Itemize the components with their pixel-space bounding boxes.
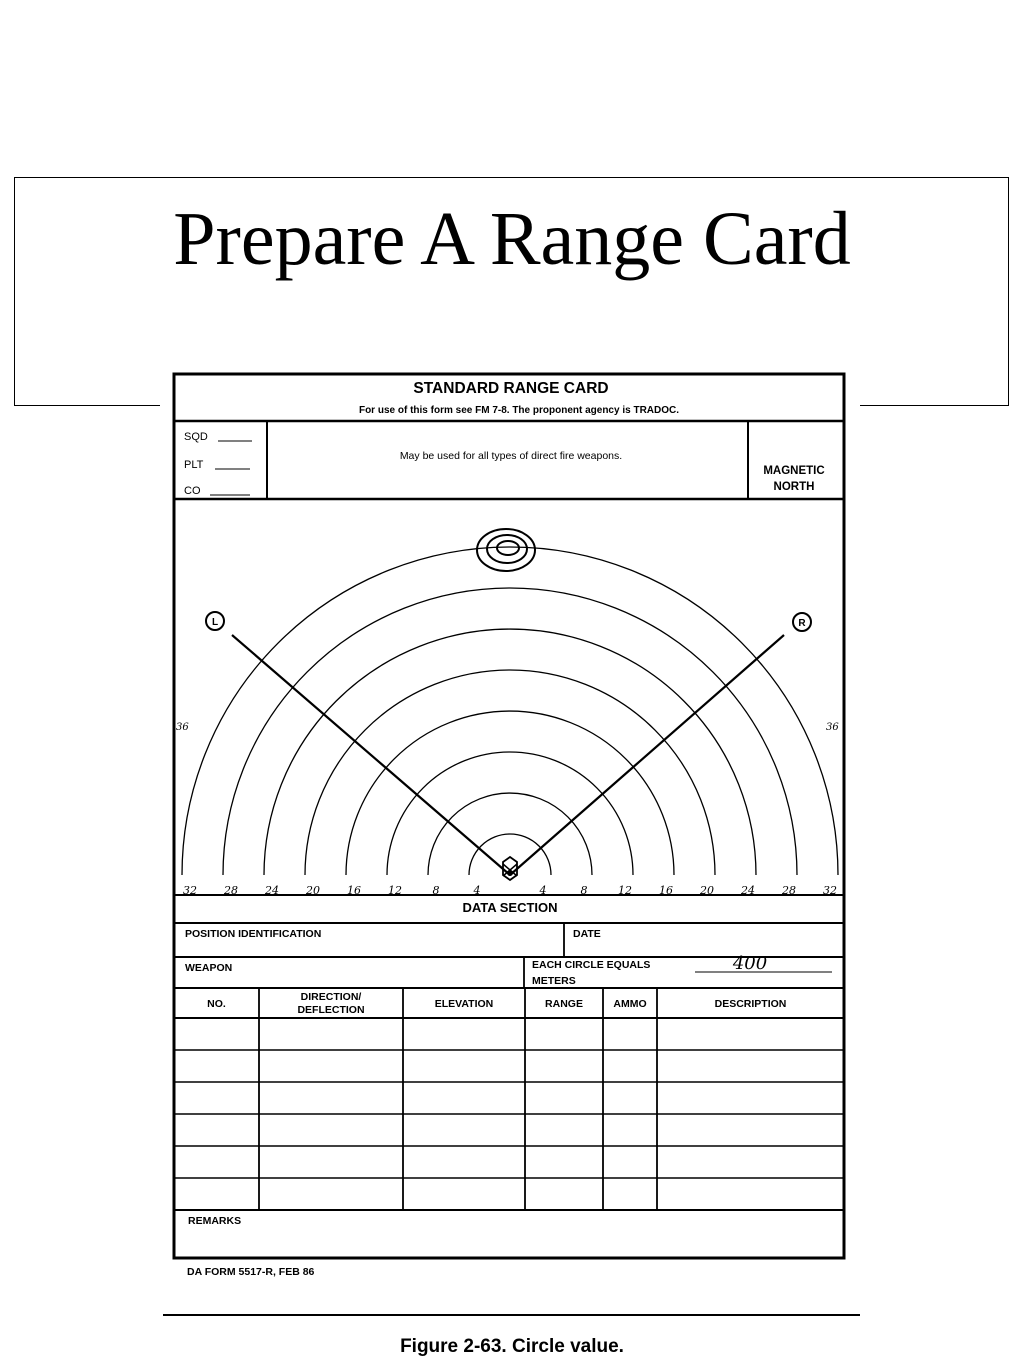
- table-header-label: DIRECTION/: [300, 991, 362, 1003]
- right-scale-label: 32: [823, 884, 837, 897]
- table-header-label: ELEVATION: [434, 998, 494, 1010]
- terrain-feature: [477, 529, 535, 571]
- each-circle-unit: METERS: [532, 975, 576, 987]
- form-number: DA FORM 5517-R, FEB 86: [187, 1266, 315, 1278]
- table-header-label: AMMO: [613, 998, 647, 1010]
- weapon-label: WEAPON: [185, 962, 233, 974]
- left-scale-label: 20: [306, 884, 320, 897]
- left-edge-mark: 36: [176, 722, 189, 733]
- usage-note: May be used for all types of direct fire weapons.: [399, 450, 623, 462]
- right-scale-label: 24: [741, 884, 755, 897]
- plt-label: PLT: [184, 459, 204, 471]
- form-border: [174, 374, 844, 1258]
- left-scale-label: 12: [388, 884, 402, 897]
- weapon-position-icon: [503, 857, 517, 880]
- page-title: Prepare A Range Card: [173, 197, 851, 281]
- magnetic-north-label-2: NORTH: [773, 481, 815, 493]
- range-card-form: [160, 365, 860, 1285]
- range-circles: [182, 547, 838, 875]
- table-header-label: DESCRIPTION: [714, 998, 787, 1010]
- magnetic-north-label-1: MAGNETIC: [763, 465, 825, 477]
- data-section-label: DATA SECTION: [462, 900, 558, 915]
- range-circle-1: [469, 834, 551, 875]
- table-header-label: DEFLECTION: [297, 1004, 365, 1016]
- figure-caption: Figure 2-63. Circle value.: [400, 1336, 624, 1357]
- data-table: [174, 988, 844, 1210]
- left-scale-label: 4: [473, 884, 481, 897]
- sqd-label: SQD: [184, 431, 208, 443]
- right-limit-marker-label: R: [798, 618, 806, 629]
- remarks-label: REMARKS: [188, 1215, 242, 1227]
- caption-rule: [163, 1314, 860, 1316]
- position-identification-label: POSITION IDENTIFICATION: [185, 928, 322, 940]
- form-subtitle: For use of this form see FM 7-8. The proponent agency is TRADOC.: [358, 405, 680, 416]
- each-circle-label: EACH CIRCLE EQUALS: [532, 959, 651, 971]
- right-scale-label: 8: [580, 884, 588, 897]
- left-scale-label: 24: [265, 884, 279, 897]
- right-scale-label: 4: [539, 884, 547, 897]
- right-scale-label: 12: [618, 884, 632, 897]
- right-scale-label: 20: [700, 884, 714, 897]
- range-circle-5: [305, 670, 715, 875]
- left-limit-marker-label: L: [211, 617, 219, 628]
- range-card-drawing: [160, 365, 860, 1285]
- table-header-label: RANGE: [545, 998, 583, 1010]
- table-header-label: NO.: [207, 998, 226, 1010]
- left-scale-label: 32: [183, 884, 197, 897]
- co-label: CO: [184, 485, 201, 497]
- form-title: STANDARD RANGE CARD: [413, 380, 609, 397]
- left-scale-label: 28: [224, 884, 238, 897]
- date-label: DATE: [573, 928, 601, 940]
- right-scale-label: 28: [782, 884, 796, 897]
- left-sector-limit: [232, 635, 510, 875]
- right-edge-mark: 36: [826, 722, 839, 733]
- right-scale-label: 16: [659, 884, 673, 897]
- left-scale-label: 8: [432, 884, 440, 897]
- left-scale-label: 16: [347, 884, 361, 897]
- each-circle-value: 400: [732, 953, 768, 974]
